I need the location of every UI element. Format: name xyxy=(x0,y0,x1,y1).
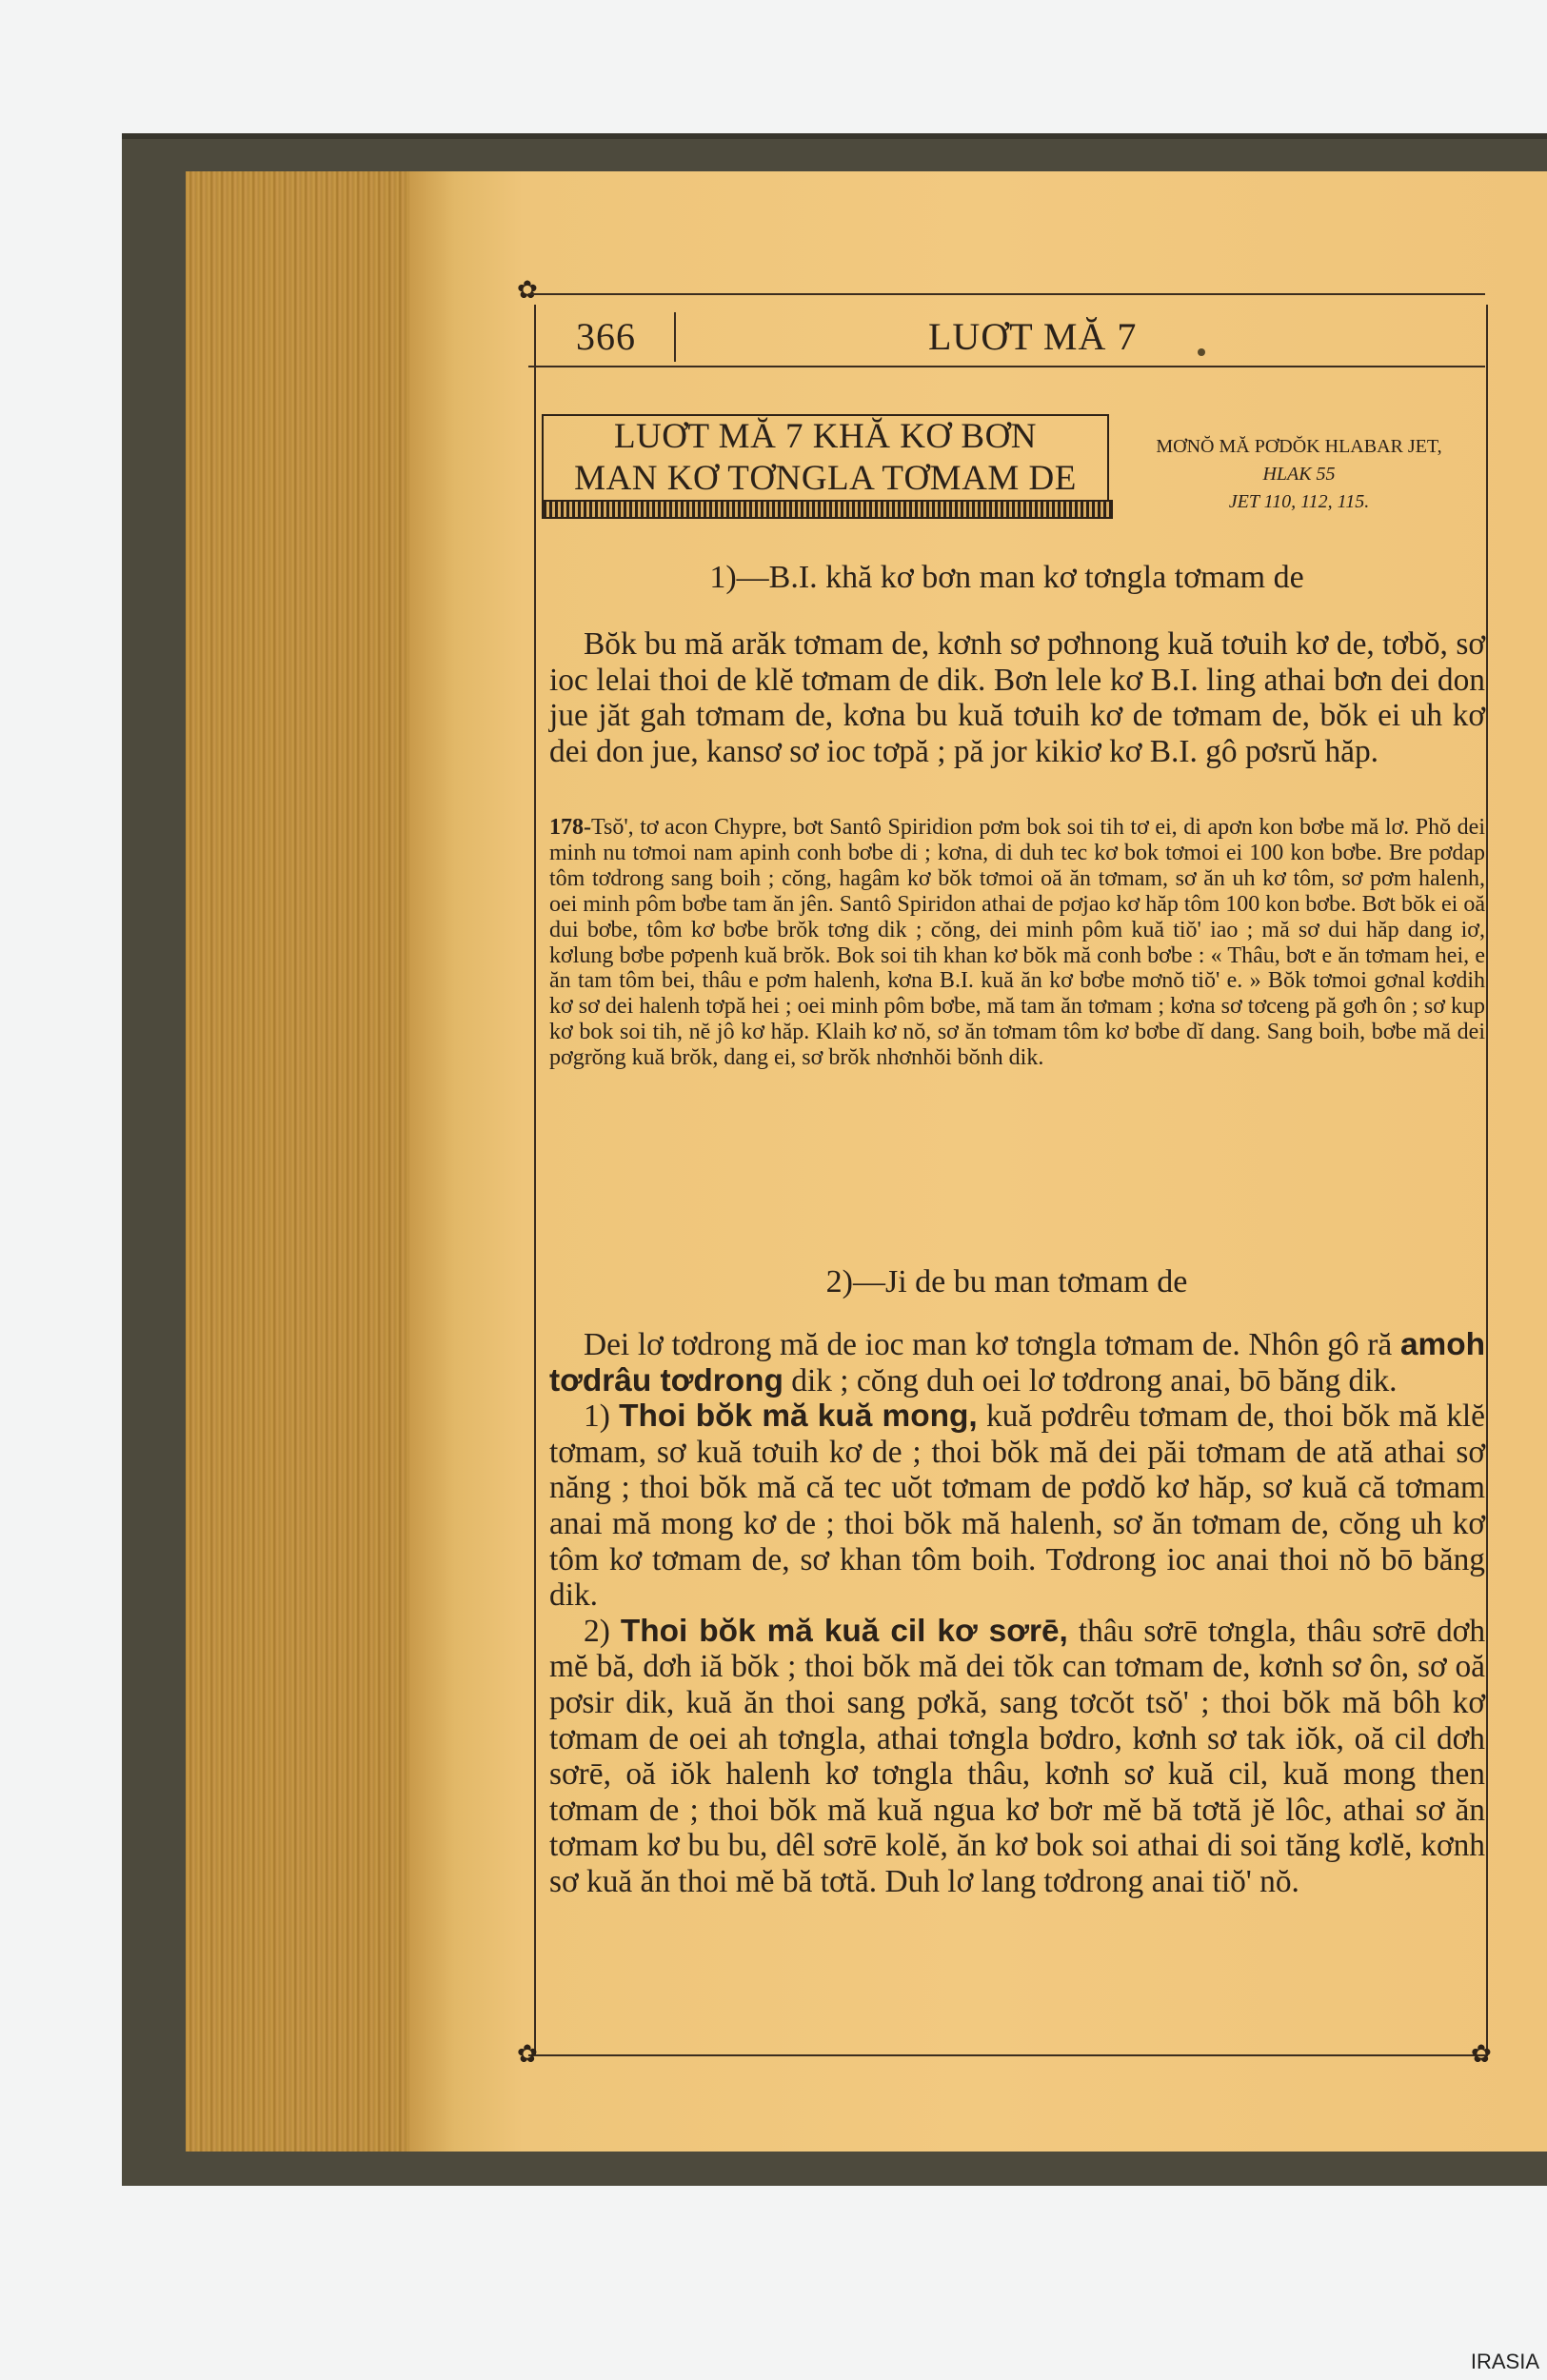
header-rule xyxy=(528,366,1485,367)
section-1-text: Bŏk bu mă arăk tơmam de, kơnh sơ pơhnong kuă tơuih kơ de, tơbŏ, sơ ioc lelai thoi de klĕ tơmam de dik. Bơn lele kơ B.I. ling athai bơn dei don jue jăt gah tơmam de, kơna bu kuă tơuih kơ de tơmam de, bŏk ei uh kơ dei don jue, kansơ sơ ioc tơpă ; pă jor kikiơ kơ B.I. gô pơsrŭ hăp. xyxy=(549,626,1485,769)
watermark: IRASIA xyxy=(1470,2350,1539,2373)
side-reference-line2: HLAK 55 xyxy=(1262,464,1336,485)
right-frame-line xyxy=(1486,305,1488,2056)
section-2-heading: 2)—Ji de bu man tơmam de xyxy=(825,1264,1188,1299)
chapter-title xyxy=(542,414,1109,502)
story-text: Tsŏ', tơ acon Chypre, bơt Santô Spiridion pơm bok soi tih tơ ei, di apơn kon bơbe mă lơ. Phŏ dei minh nu tơmoi nam apinh conh bơbe di ; kơna, di duh tec kơ bok tơmoi ei 100 kon bơbe. Bre pơdap tôm tơdrong sang boih ; cŏng, hagâm kơ bŏk tơmoi oă ăn tơmam, sơ ăn uh kơ tôm, sơ pơm halenh, oei minh pôm bơbe tam ăn jên. Santô Spiridon athai de pơjao kơ hăp tôm 100 kon bơbe. Bơt bŏk ei oă dui bơbe, tôm kơ bơbe brŏk tơng dik ; cŏng, dei minh pôm kuă tiŏ' iao ; mă sơ dui hăp dang iơ, kơlung bơbe pơpenh kuă brŏk. Bok soi tih khan kơ bŏk mă conh bơbe : « Thâu, bơt e ăn tơmam hei, e ăn tam tôm bei, thâu e pơm halenh, kơna B.I. kuă ăn kơ bơbe mơnŏ tiŏ' e. » Bŏk tơmoi gơnal kơdih kơ sơ dei halenh tơpă hei ; oei minh pôm bơbe, mă tam ăn tơmam ; kơna sơ tơceng pă gơh ôn ; sơ kup kơ bok soi tih, nĕ jô kơ hăp. Klaih kơ nŏ, sơ ăn tơmam tôm kơ bơbe dĭ dang. Sang boih, bơbe mă dei pơgrŏng kuă brŏk, dang ei, sơ brŏk nhơnhŏi bŏnh dik. xyxy=(549,815,1485,1071)
page-edges xyxy=(186,171,419,2152)
list-item-2: 2) Thoi bŏk mă kuă cil kơ sơrē, thâu sơrē tơngla, thâu sơrē dơh mĕ bă, dơh iă bŏk ; thoi bŏk mă dei tŏk can tơmam de, kơnh sơ ôn, sơ oă pơsir dik, kuă ăn thoi sang pơkă, sang tơcŏt tsŏ' ; thoi bŏk mă bôh kơ tơmam de oei ah tơngla, athai tơngla bơdro, kơnh sơ tak iŏk, oă cil dơh sơrē, oă iŏk halenh kơ tơngla thâu, kơnh sơ kuă cil, kuă mong then tơmam de ; thoi bŏk mă kuă ngua kơ bơr mĕ bă tơtă jĕ lôc, athai sơ ăn tơmam kơ bu bu, dêl sơrē kolĕ, ăn kơ bok soi athai di soi tăng kơlĕ, kơnh sơ kuă ăn thoi mĕ bă tơtă. Duh lơ lang tơdrong anai tiŏ' nŏ. xyxy=(549,1613,1486,1899)
title-ornament-band xyxy=(542,500,1113,519)
side-reference-line1: MƠNŎ MĂ PƠDŎK HLABAR JET, xyxy=(1156,436,1442,457)
top-rule xyxy=(528,293,1485,295)
chapter-title-line2: MAN KƠ TƠNGLA TƠMAM DE xyxy=(574,459,1077,498)
side-reference xyxy=(1111,433,1487,516)
chapter-title-line1: LUƠT MĂ 7 KHĂ KƠ BƠN xyxy=(613,417,1038,456)
ink-spot xyxy=(1198,348,1205,356)
running-title: LUƠT MĂ 7 xyxy=(928,315,1138,358)
header-divider xyxy=(674,312,676,362)
section-2-intro: Dei lơ tơdrong mă de ioc man kơ tơngla tơmam de. Nhôn gô ră amoh tơdrâu tơdrong dik ; cŏng duh oei lơ tơdrong anai, bō băng dik. xyxy=(549,1327,1485,1398)
section-1-heading: 1)—B.I. khă kơ bơn man kơ tơngla tơmam de xyxy=(709,560,1304,595)
page-content xyxy=(517,276,1492,2068)
story-paragraph xyxy=(549,815,1485,1071)
story-number: 178- xyxy=(549,815,591,840)
page-number: 366 xyxy=(576,315,636,358)
page-header xyxy=(528,314,1485,362)
corner-ornament-icon: ✿ xyxy=(517,276,538,304)
bottom-rule xyxy=(528,2054,1485,2056)
section-2-body xyxy=(549,1327,1485,1900)
bottom-right-ornament-icon: ✿ xyxy=(1471,2040,1492,2068)
list-item-1: 1) Thoi bŏk mă kuă mong, kuă pơdrêu tơmam de, thoi bŏk mă klĕ tơmam, sơ kuă tơuih kơ de ; thoi bŏk mă dei păi tơmam de ată athai sơ năng ; thoi bŏk mă că tec uŏt tơmam de pơdŏ kơ hăp, sơ kuă că tơmam anai mă mong kơ de ; thoi bŏk mă halenh, sơ ăn tơmam de, cŏng uh kơ tôm kơ tơmam de, sơ khan tôm boih. Tơdrong ioc anai thoi nŏ bō băng dik. xyxy=(549,1398,1485,1614)
bottom-left-ornament-icon: ✿ xyxy=(517,2040,538,2068)
section-1-paragraph xyxy=(549,626,1485,769)
side-reference-line3: JET 110, 112, 115. xyxy=(1228,491,1370,512)
